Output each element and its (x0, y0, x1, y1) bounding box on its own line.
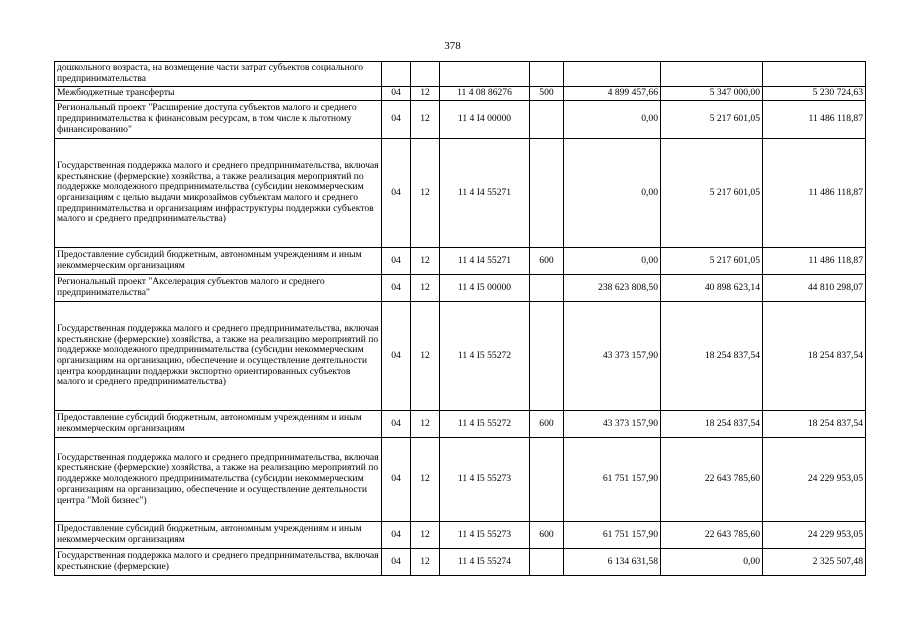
amount-1-cell: 0,00 (564, 248, 661, 275)
amount-3-cell: 5 230 724,63 (763, 87, 866, 101)
amount-1-cell: 238 623 808,50 (564, 275, 661, 302)
subsection-code-cell: 12 (411, 411, 440, 438)
section-code-cell: 04 (382, 302, 411, 411)
amount-1-cell: 4 899 457,66 (564, 87, 661, 101)
table-row (55, 549, 866, 576)
row-name-cell: Предоставление субсидий бюджетным, автономным учреждениям и иным некоммерческим организациям (55, 522, 382, 549)
amount-2-cell: 5 217 601,05 (661, 139, 763, 248)
section-code-cell: 04 (382, 438, 411, 522)
expense-type-cell (530, 62, 564, 87)
target-article-cell: 11 4 I5 55272 (440, 302, 530, 411)
target-article-cell: 11 4 I4 00000 (440, 101, 530, 139)
section-code-cell: 04 (382, 87, 411, 101)
expense-type-cell: 500 (530, 87, 564, 101)
amount-2-cell: 0,00 (661, 549, 763, 576)
expense-type-cell (530, 101, 564, 139)
table-row (55, 438, 866, 522)
amount-3-cell: 18 254 837,54 (763, 302, 866, 411)
amount-1-cell (564, 62, 661, 87)
table-row (55, 87, 866, 101)
subsection-code-cell: 12 (411, 87, 440, 101)
section-code-cell: 04 (382, 275, 411, 302)
target-article-cell (440, 62, 530, 87)
target-article-cell: 11 4 I5 55273 (440, 438, 530, 522)
expense-type-cell (530, 275, 564, 302)
budget-table (54, 61, 866, 576)
amount-1-cell: 43 373 157,90 (564, 411, 661, 438)
expense-type-cell (530, 139, 564, 248)
expense-type-cell (530, 549, 564, 576)
section-code-cell (382, 62, 411, 87)
amount-2-cell: 22 643 785,60 (661, 438, 763, 522)
amount-2-cell: 5 217 601,05 (661, 248, 763, 275)
amount-3-cell (763, 62, 866, 87)
amount-1-cell: 0,00 (564, 101, 661, 139)
amount-2-cell: 5 217 601,05 (661, 101, 763, 139)
expense-type-cell (530, 438, 564, 522)
amount-1-cell: 0,00 (564, 139, 661, 248)
amount-1-cell: 43 373 157,90 (564, 302, 661, 411)
target-article-cell: 11 4 I4 55271 (440, 139, 530, 248)
amount-3-cell: 11 486 118,87 (763, 248, 866, 275)
table-row (55, 302, 866, 411)
row-name-cell: Межбюджетные трансферты (55, 87, 382, 101)
row-name-cell: Государственная поддержка малого и среднего предпринимательства, включая крестьянские (фермерские) хозяйства, а также реализация мероприятий по поддержке молодежного предпринимательства (субсидии некоммерческим организациям с целью выдачи микрозаймов субъектам малого и среднего предпринимательства и организациям инфраструктуры поддержки субъектов малого и среднего предпринимательства) (55, 139, 382, 248)
table-row (55, 275, 866, 302)
amount-1-cell: 61 751 157,90 (564, 522, 661, 549)
row-name-cell: Предоставление субсидий бюджетным, автономным учреждениям и иным некоммерческим организациям (55, 248, 382, 275)
target-article-cell: 11 4 I4 55271 (440, 248, 530, 275)
subsection-code-cell (411, 62, 440, 87)
amount-2-cell: 5 347 000,00 (661, 87, 763, 101)
row-name-cell: Региональный проект "Расширение доступа субъектов малого и среднего предпринимательства к финансовым ресурсам, в том числе к льготному финансированию" (55, 101, 382, 139)
amount-2-cell: 18 254 837,54 (661, 411, 763, 438)
amount-3-cell: 18 254 837,54 (763, 411, 866, 438)
amount-3-cell: 24 229 953,05 (763, 522, 866, 549)
subsection-code-cell: 12 (411, 101, 440, 139)
target-article-cell: 11 4 I5 55273 (440, 522, 530, 549)
target-article-cell: 11 4 I5 00000 (440, 275, 530, 302)
expense-type-cell: 600 (530, 248, 564, 275)
row-name-cell: Региональный проект "Акселерация субъектов малого и среднего предпринимательства" (55, 275, 382, 302)
target-article-cell: 11 4 I5 55274 (440, 549, 530, 576)
amount-3-cell: 11 486 118,87 (763, 101, 866, 139)
amount-2-cell: 18 254 837,54 (661, 302, 763, 411)
table-row (55, 248, 866, 275)
amount-3-cell: 44 810 298,07 (763, 275, 866, 302)
amount-3-cell: 11 486 118,87 (763, 139, 866, 248)
row-name-cell: Государственная поддержка малого и среднего предпринимательства, включая крестьянские (фермерские) (55, 549, 382, 576)
expense-type-cell: 600 (530, 411, 564, 438)
expense-type-cell (530, 302, 564, 411)
target-article-cell: 11 4 08 86276 (440, 87, 530, 101)
table-row (55, 101, 866, 139)
table-row (55, 522, 866, 549)
section-code-cell: 04 (382, 101, 411, 139)
amount-3-cell: 24 229 953,05 (763, 438, 866, 522)
section-code-cell: 04 (382, 411, 411, 438)
subsection-code-cell: 12 (411, 549, 440, 576)
amount-1-cell: 61 751 157,90 (564, 438, 661, 522)
table-row (55, 411, 866, 438)
section-code-cell: 04 (382, 139, 411, 248)
row-name-cell: дошкольного возраста, на возмещение части затрат субъектов социального предпринимательства (55, 62, 382, 87)
subsection-code-cell: 12 (411, 139, 440, 248)
section-code-cell: 04 (382, 522, 411, 549)
amount-3-cell: 2 325 507,48 (763, 549, 866, 576)
expense-type-cell: 600 (530, 522, 564, 549)
row-name-cell: Предоставление субсидий бюджетным, автономным учреждениям и иным некоммерческим организациям (55, 411, 382, 438)
table-row (55, 62, 866, 87)
section-code-cell: 04 (382, 248, 411, 275)
budget-table-body (55, 62, 866, 576)
amount-2-cell: 40 898 623,14 (661, 275, 763, 302)
amount-1-cell: 6 134 631,58 (564, 549, 661, 576)
page-number: 378 (444, 40, 461, 52)
target-article-cell: 11 4 I5 55272 (440, 411, 530, 438)
row-name-cell: Государственная поддержка малого и среднего предпринимательства, включая крестьянские (фермерские) хозяйства, а также на реализацию мероприятий по поддержке молодежного предпринимательства (субсидии некоммерческим организациям на организацию, обеспечение и осуществление деятельности центра "Мой бизнес") (55, 438, 382, 522)
amount-2-cell: 22 643 785,60 (661, 522, 763, 549)
row-name-cell: Государственная поддержка малого и среднего предпринимательства, включая крестьянские (фермерские) хозяйства, а также на реализацию мероприятий по поддержке молодежного предпринимательства (субсидии некоммерческим организациям на организацию, обеспечение и осуществление деятельности центра координации поддержки экспортно ориентированных субъектов малого и среднего предпринимательства) (55, 302, 382, 411)
section-code-cell: 04 (382, 549, 411, 576)
table-row (55, 139, 866, 248)
subsection-code-cell: 12 (411, 522, 440, 549)
subsection-code-cell: 12 (411, 248, 440, 275)
subsection-code-cell: 12 (411, 275, 440, 302)
subsection-code-cell: 12 (411, 302, 440, 411)
subsection-code-cell: 12 (411, 438, 440, 522)
amount-2-cell (661, 62, 763, 87)
